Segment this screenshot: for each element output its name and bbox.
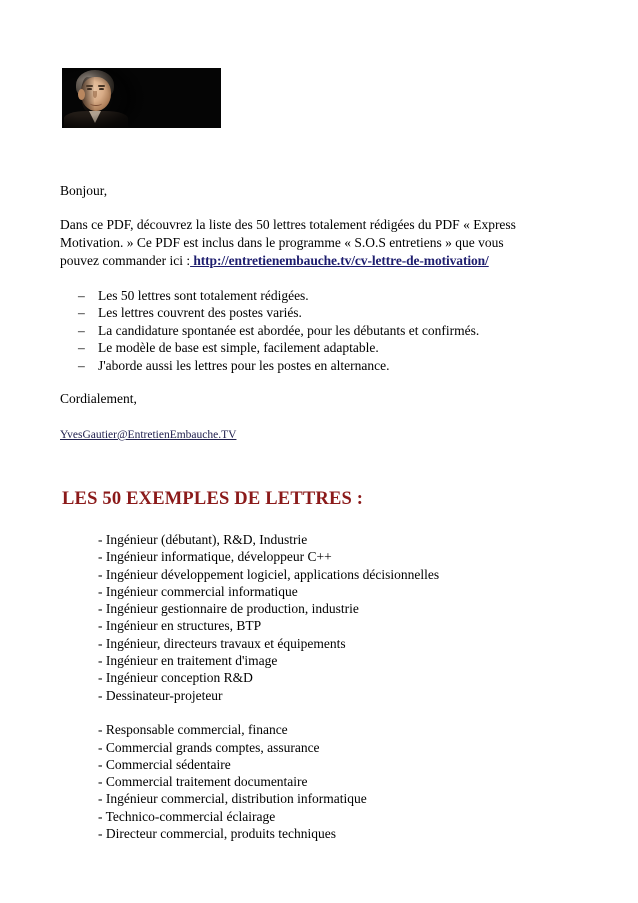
bullet-dash-icon: – [78,322,85,338]
intro-line-2: Motivation. » Ce PDF est inclus dans le programme « S.O.S entretiens » que vous [60,235,504,250]
job-list-item: - Commercial grands comptes, assurance [98,739,320,755]
job-list-item: - Responsable commercial, finance [98,722,288,738]
job-list-item: - Ingénieur développement logiciel, applications décisionnelles [98,566,440,582]
job-list-item: - Ingénieur commercial, distribution informatique [98,791,367,807]
signoff-text: Cordialement, [60,391,137,406]
job-list-item: - Commercial traitement documentaire [98,774,308,790]
email-line [60,428,236,443]
feature-list-item-label: Le modèle de base est simple, facilement adaptable. [98,340,379,356]
job-list-item: - Technico-commercial éclairage [98,808,276,824]
email-link[interactable]: YvesGautier@EntretienEmbauche.TV [60,429,237,441]
job-list-item: - Ingénieur (débutant), R&D, Industrie [98,532,308,547]
job-list-item: - Directeur commercial, produits techniques [98,826,337,842]
feature-list-item-label: Les 50 lettres sont totalement rédigées. [98,288,309,303]
feature-list-item-label: J'aborde aussi les lettres pour les postes en alternance. [98,357,390,373]
job-list-item: - Commercial sédentaire [98,756,231,772]
feature-list-item [78,322,479,339]
portrait-photo [62,68,221,128]
intro-line-1: Dans ce PDF, découvrez la liste des 50 lettres totalement rédigées du PDF « Express [60,217,516,232]
job-list-item: - Ingénieur gestionnaire de production, industrie [98,601,359,617]
intro-line-3 [60,252,581,270]
feature-list [78,287,479,374]
bullet-dash-icon: – [78,357,85,373]
bullet-dash-icon: – [78,340,85,356]
bullet-dash-icon: – [78,288,85,303]
job-list-item: - Ingénieur commercial informatique [98,583,298,599]
feature-list-item-label: Les lettres couvrent des postes variés. [98,305,302,321]
job-group-commercial [98,721,439,842]
feature-list-item [78,339,479,356]
job-list-item: - Ingénieur conception R&D [98,670,253,686]
bullet-dash-icon: – [78,305,85,321]
greeting-text: Bonjour, [60,183,108,198]
portrait-vignette [62,68,221,128]
section-heading: LES 50 EXEMPLES DE LETTRES : [62,489,364,509]
job-examples-list [98,531,439,842]
intro-line-3-prefix: pouvez commander ici : [60,253,191,268]
motivation-letter-link[interactable]: http://entretienembauche.tv/cv-lettre-de-motivation/ [190,253,489,268]
job-list-item: - Ingénieur informatique, développeur C++ [98,549,332,565]
job-group-engineering [98,531,439,704]
feature-list-item [78,304,479,321]
feature-list-item [78,287,479,304]
job-list-item: - Dessinateur-projeteur [98,687,223,703]
job-list-item: - Ingénieur, directeurs travaux et équipements [98,635,346,651]
job-list-item: - Ingénieur en structures, BTP [98,618,262,634]
feature-list-item-label: La candidature spontanée est abordée, pour les débutants et confirmés. [98,322,480,338]
intro-paragraph [60,216,581,270]
job-list-item: - Ingénieur en traitement d'image [98,653,278,669]
feature-list-item [78,357,479,374]
